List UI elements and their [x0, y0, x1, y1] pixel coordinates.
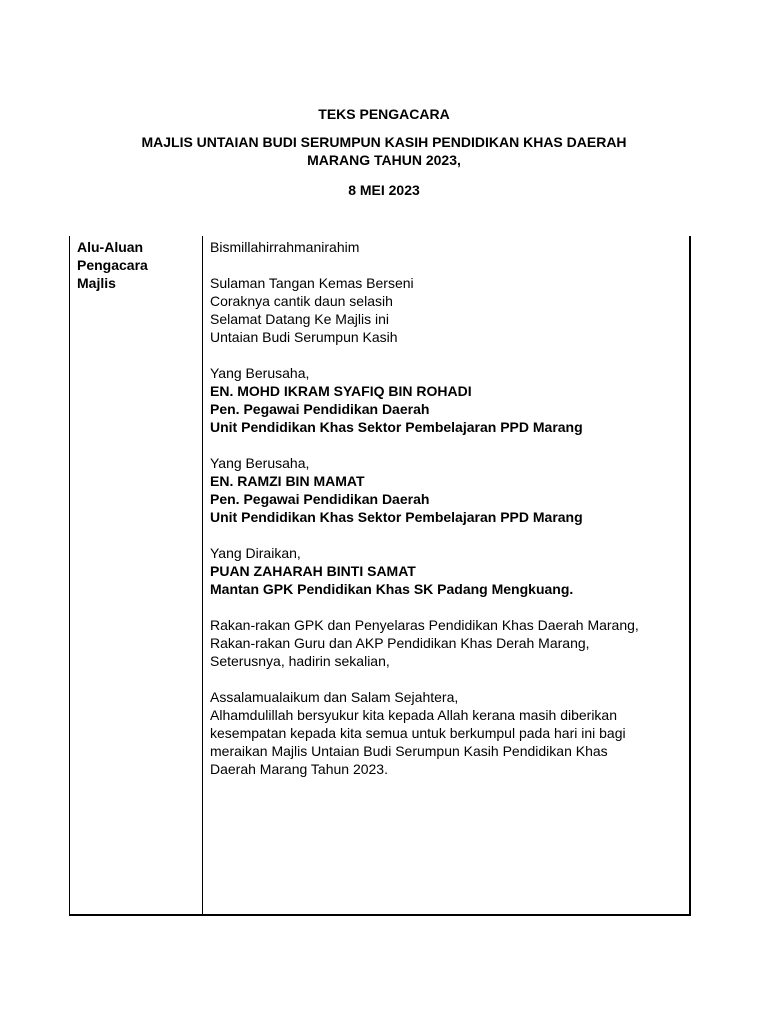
opening-line: Bismillahirrahmanirahim [210, 239, 360, 255]
guest-unit: Unit Pendidikan Khas Sektor Pembelajaran PPD Marang [210, 419, 583, 435]
pantun-line: Untaian Budi Serumpun Kasih [210, 329, 398, 345]
section-label [77, 238, 148, 292]
greeting-line: kesempatan kepada kita semua untuk berkumpul pada hari ini bagi [210, 725, 626, 741]
guest-role: Pen. Pegawai Pendidikan Daerah [210, 491, 430, 507]
guest-salutation: Yang Berusaha, [210, 365, 310, 381]
script-table [69, 236, 691, 916]
guest-role: Mantan GPK Pendidikan Khas SK Padang Mengkuang. [210, 581, 574, 597]
other-guests-line: Seterusnya, hadirin sekalian, [210, 653, 390, 669]
guest-role: Pen. Pegawai Pendidikan Daerah [210, 401, 430, 417]
pantun-line: Selamat Datang Ke Majlis ini [210, 311, 389, 327]
table-column-divider [202, 236, 203, 916]
pantun [210, 274, 680, 346]
guest-1 [210, 364, 680, 436]
other-guests-line: Rakan-rakan GPK dan Penyelaras Pendidikan Khas Daerah Marang, [210, 617, 639, 633]
document-title: TEKS PENGACARA [318, 106, 450, 122]
guest-name: EN. MOHD IKRAM SYAFIQ BIN ROHADI [210, 383, 472, 399]
guest-salutation: Yang Diraikan, [210, 545, 301, 561]
greeting-line: Daerah Marang Tahun 2023. [210, 761, 388, 777]
table-border-bottom [69, 914, 691, 916]
guest-name: EN. RAMZI BIN MAMAT [210, 473, 365, 489]
event-title-line-1: MAJLIS UNTAIAN BUDI SERUMPUN KASIH PENDIDIKAN KHAS DAERAH [141, 134, 627, 150]
script-content [210, 238, 680, 778]
section-label-line: Pengacara [77, 257, 148, 273]
table-border-right [689, 236, 691, 916]
event-title-line-2: MARANG TAHUN 2023, [307, 152, 461, 168]
section-label-line: Alu-Aluan [77, 239, 144, 255]
guest-3 [210, 544, 680, 598]
pantun-line: Coraknya cantik daun selasih [210, 293, 393, 309]
greeting-line: Alhamdulillah bersyukur kita kepada Allah kerana masih diberikan [210, 707, 618, 723]
other-guests-line: Rakan-rakan Guru dan AKP Pendidikan Khas Derah Marang, [210, 635, 590, 651]
guest-unit: Unit Pendidikan Khas Sektor Pembelajaran PPD Marang [210, 509, 583, 525]
greeting-line: meraikan Majlis Untaian Budi Serumpun Kasih Pendidikan Khas [210, 743, 608, 759]
greeting-line: Assalamualaikum dan Salam Sejahtera, [210, 689, 459, 705]
guest-2 [210, 454, 680, 526]
guest-name: PUAN ZAHARAH BINTI SAMAT [210, 563, 416, 579]
other-guests [210, 616, 680, 670]
greeting [210, 688, 680, 778]
pantun-line: Sulaman Tangan Kemas Berseni [210, 275, 414, 291]
guest-salutation: Yang Berusaha, [210, 455, 310, 471]
section-label-line: Majlis [77, 275, 116, 291]
event-date: 8 MEI 2023 [348, 182, 420, 198]
table-border-left [69, 236, 70, 916]
